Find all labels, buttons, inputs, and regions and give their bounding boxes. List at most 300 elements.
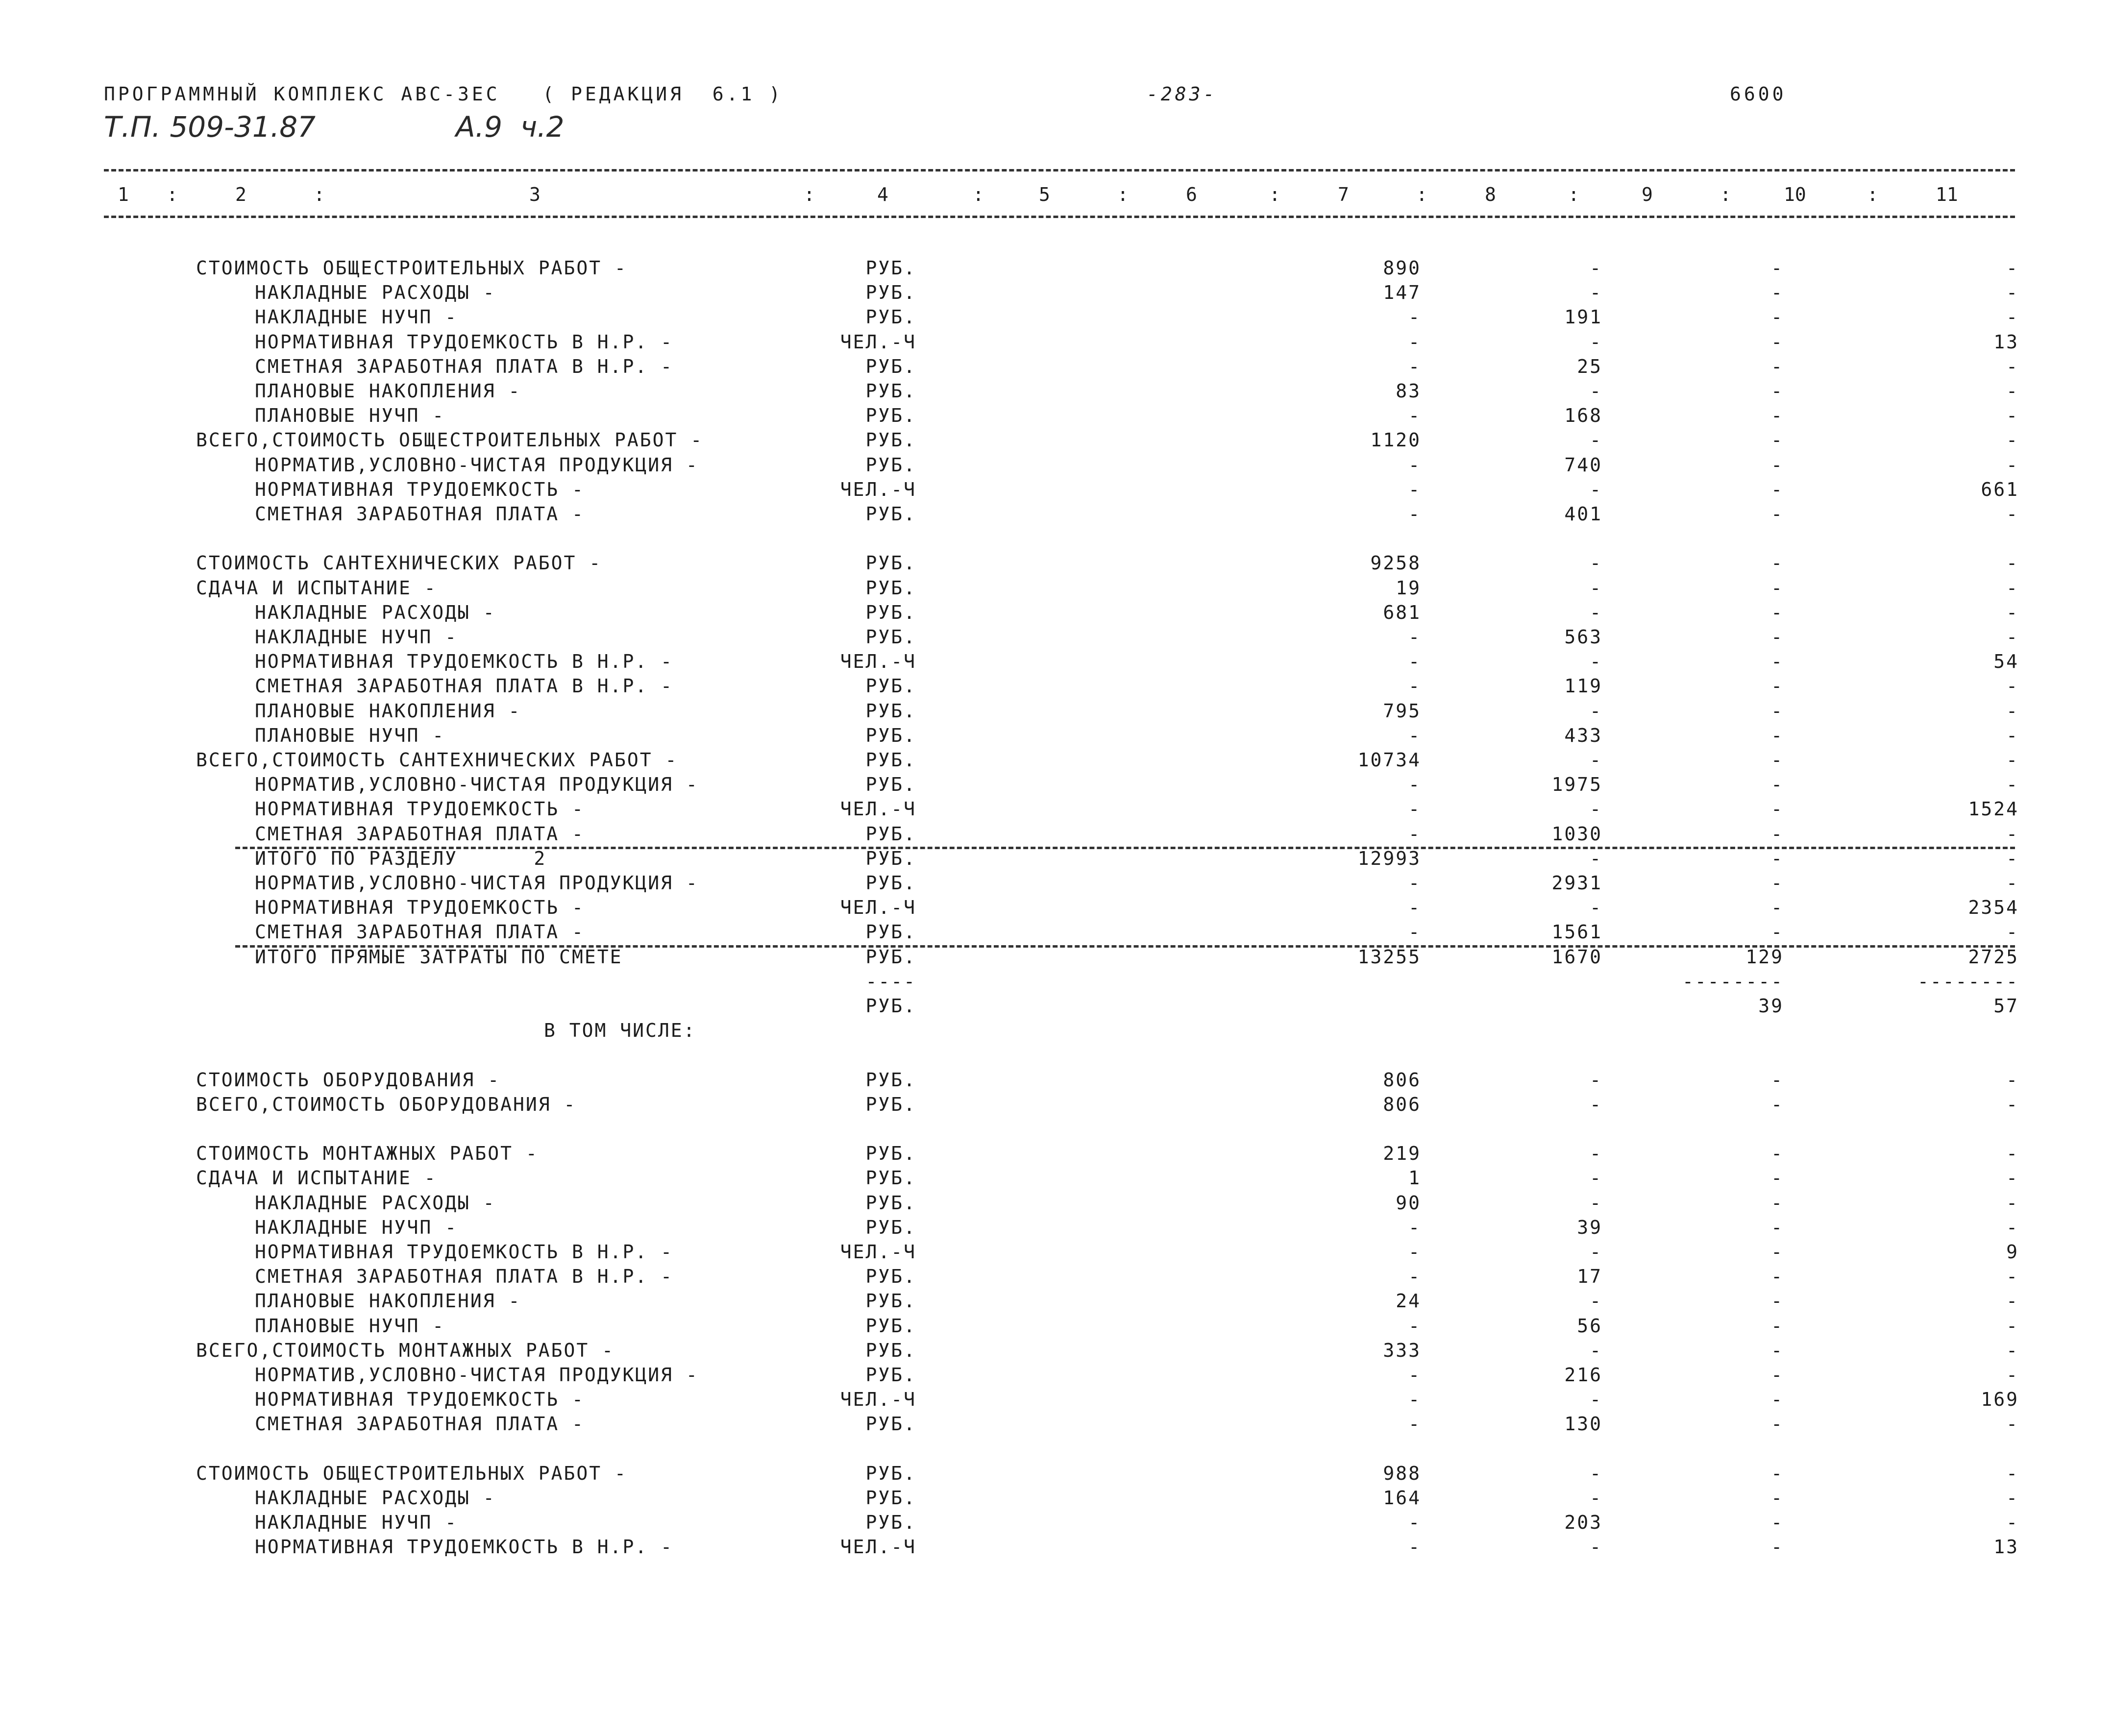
table-row (0, 848, 2113, 872)
row-name: ПЛАНОВЫЕ НАКОПЛЕНИЯ - (255, 700, 521, 722)
column-separator: : (167, 184, 178, 205)
row-col11: 13 (1993, 1536, 2019, 1558)
table-row (0, 503, 2113, 528)
row-col7: 1120 (1370, 429, 1421, 451)
row-name: ПЛАНОВЫЕ НУЧП - (255, 1315, 445, 1337)
row-name: НОРМАТИВНАЯ ТРУДОЕМКОСТЬ - (255, 897, 585, 919)
column-number: 9 (1642, 184, 1653, 205)
table-row (0, 257, 2113, 282)
table-row (0, 1241, 2113, 1266)
row-col7: - (1408, 651, 1421, 673)
row-col9: - (1771, 1290, 1784, 1312)
row-col11: - (2006, 552, 2019, 574)
row-col7: - (1408, 823, 1421, 845)
row-name: СТОИМОСТЬ ОБЩЕСТРОИТЕЛЬНЫХ РАБОТ - (196, 1462, 627, 1484)
row-col7: - (1408, 306, 1421, 328)
row-col9: - (1771, 626, 1784, 648)
row-col11: - (2006, 823, 2019, 845)
row-name: НОРМАТИВНАЯ ТРУДОЕМКОСТЬ В Н.Р. - (255, 651, 673, 673)
row-col8: - (1590, 1339, 1602, 1361)
page-number: -283- (1147, 83, 1218, 105)
table-row (0, 282, 2113, 306)
table-row (0, 602, 2113, 626)
table-row (0, 798, 2113, 823)
row-col11: - (2006, 1143, 2019, 1165)
table-row (0, 1463, 2113, 1487)
row-name: НАКЛАДНЫЕ НУЧП - (255, 1512, 458, 1534)
column-separator: : (1269, 184, 1280, 205)
row-unit: ЧЕЛ.-Ч (840, 478, 916, 500)
row-col8: 563 (1564, 626, 1602, 648)
row-col9: - (1771, 454, 1784, 476)
row-col7: - (1408, 774, 1421, 796)
row-col8: 740 (1564, 454, 1602, 476)
row-col7: - (1408, 331, 1421, 353)
row-name: НОРМАТИВНАЯ ТРУДОЕМКОСТЬ В Н.Р. - (255, 1536, 673, 1558)
row-name: ПЛАНОВЫЕ НУЧП - (255, 405, 445, 427)
row-col11: - (2006, 1290, 2019, 1312)
row-unit: РУБ. (865, 1315, 916, 1337)
row-col9: - (1771, 1241, 1784, 1263)
row-col7: - (1408, 1389, 1421, 1411)
column-separator: : (1867, 184, 1878, 205)
row-name: НАКЛАДНЫЕ РАСХОДЫ - (255, 282, 496, 304)
row-col11: - (2006, 675, 2019, 697)
row-name: ВСЕГО,СТОИМОСТЬ ОБЩЕСТРОИТЕЛЬНЫХ РАБОТ - (196, 429, 704, 451)
row-col8: - (1590, 1143, 1602, 1165)
row-name: НАКЛАДНЫЕ РАСХОДЫ - (255, 1487, 496, 1509)
row-unit: РУБ. (865, 380, 916, 402)
row-col8: 39 (1577, 1216, 1602, 1238)
row-col11: - (2006, 921, 2019, 943)
row-col11: - (2006, 601, 2019, 623)
row-col11: - (2006, 1487, 2019, 1509)
row-col9: - (1771, 1364, 1784, 1386)
table-row (0, 700, 2113, 725)
row-name: СТОИМОСТЬ МОНТАЖНЫХ РАБОТ - (196, 1143, 539, 1165)
row-col9: - (1771, 700, 1784, 722)
table-row (0, 577, 2113, 602)
row-col7: 806 (1383, 1093, 1421, 1115)
row-name: ИТОГО ПО РАЗДЕЛУ 2 (255, 847, 547, 869)
row-col7: 13255 (1357, 946, 1421, 968)
row-col9: - (1771, 847, 1784, 869)
row-col8: - (1590, 282, 1602, 304)
row-col7: 795 (1383, 700, 1421, 722)
row-col8: - (1590, 798, 1602, 820)
row-col9: - (1771, 1192, 1784, 1214)
row-col7: 90 (1396, 1192, 1421, 1214)
row-name: НОРМАТИВНАЯ ТРУДОЕМКОСТЬ - (255, 478, 585, 500)
row-col8: - (1590, 749, 1602, 771)
row-col11: - (2006, 503, 2019, 525)
row-unit: РУБ. (865, 1216, 916, 1238)
row-col11: -------- (1917, 970, 2019, 992)
row-unit: ЧЕЛ.-Ч (840, 897, 916, 919)
row-col7: 681 (1383, 601, 1421, 623)
row-col9: - (1771, 577, 1784, 599)
column-separator: : (1568, 184, 1579, 205)
table-row (0, 552, 2113, 577)
row-col7: 806 (1383, 1069, 1421, 1091)
row-col7: 333 (1383, 1339, 1421, 1361)
table-row (0, 380, 2113, 405)
row-name: СТОИМОСТЬ ОБЩЕСТРОИТЕЛЬНЫХ РАБОТ - (196, 257, 627, 279)
table-row (0, 749, 2113, 774)
row-col11: - (2006, 1266, 2019, 1288)
row-col8: - (1590, 1290, 1602, 1312)
table-row (0, 356, 2113, 380)
row-name: НОРМАТИВНАЯ ТРУДОЕМКОСТЬ - (255, 1389, 585, 1411)
row-unit: РУБ. (865, 1192, 916, 1214)
row-name: НОРМАТИВ,УСЛОВНО-ЧИСТАЯ ПРОДУКЦИЯ - (255, 454, 699, 476)
row-col7: 10734 (1357, 749, 1421, 771)
row-col11: 1524 (1968, 798, 2019, 820)
row-col9: - (1771, 1389, 1784, 1411)
row-unit: ЧЕЛ.-Ч (840, 798, 916, 820)
table-row (0, 774, 2113, 798)
row-col11: - (2006, 724, 2019, 746)
row-col8: - (1590, 478, 1602, 500)
row-col8: 1030 (1551, 823, 1602, 845)
row-col9: - (1771, 601, 1784, 623)
table-row (0, 1069, 2113, 1094)
row-name: СМЕТНАЯ ЗАРАБОТНАЯ ПЛАТА В Н.Р. - (255, 355, 673, 377)
row-col9: - (1771, 429, 1784, 451)
row-name: СДАЧА И ИСПЫТАНИЕ - (196, 577, 437, 599)
row-col8: - (1590, 847, 1602, 869)
row-name: СДАЧА И ИСПЫТАНИЕ - (196, 1167, 437, 1189)
row-name: ИТОГО ПРЯМЫЕ ЗАТРАТЫ ПО СМЕТЕ (255, 946, 623, 968)
row-col9: - (1771, 774, 1784, 796)
row-name: НОРМАТИВ,УСЛОВНО-ЧИСТАЯ ПРОДУКЦИЯ - (255, 872, 699, 894)
row-col8: - (1590, 257, 1602, 279)
table-row (0, 1413, 2113, 1438)
column-number: 1 (118, 184, 129, 205)
handwritten-album-part: А.9 ч.2 (456, 110, 565, 144)
row-col11: - (2006, 405, 2019, 427)
row-col8: 56 (1577, 1315, 1602, 1337)
row-col7: - (1408, 1536, 1421, 1558)
row-col7: - (1408, 675, 1421, 697)
row-name: НОРМАТИВНАЯ ТРУДОЕМКОСТЬ В Н.Р. - (255, 1241, 673, 1263)
table-row (0, 1290, 2113, 1315)
row-col11: - (2006, 872, 2019, 894)
table-row (0, 405, 2113, 429)
column-separator: : (1720, 184, 1731, 205)
row-name: СТОИМОСТЬ ОБОРУДОВАНИЯ - (196, 1069, 501, 1091)
row-col8: - (1590, 1241, 1602, 1263)
row-name: НОРМАТИВ,УСЛОВНО-ЧИСТАЯ ПРОДУКЦИЯ - (255, 774, 699, 796)
row-name: СМЕТНАЯ ЗАРАБОТНАЯ ПЛАТА В Н.Р. - (255, 1266, 673, 1288)
row-unit: РУБ. (865, 1339, 916, 1361)
row-name: НОРМАТИВНАЯ ТРУДОЕМКОСТЬ - (255, 798, 585, 820)
table-row (0, 1167, 2113, 1192)
row-col8: 25 (1577, 355, 1602, 377)
row-unit: ЧЕЛ.-Ч (840, 331, 916, 353)
row-col8: 17 (1577, 1266, 1602, 1288)
row-col9: - (1771, 380, 1784, 402)
row-col7: - (1408, 921, 1421, 943)
table-row (0, 872, 2113, 897)
row-col8: - (1590, 700, 1602, 722)
row-col9: - (1771, 552, 1784, 574)
row-col11: - (2006, 1192, 2019, 1214)
row-unit: РУБ. (865, 355, 916, 377)
row-col11: - (2006, 700, 2019, 722)
handwritten-project-number: Т.П. 509-31.87 (104, 110, 316, 144)
row-unit: РУБ. (865, 282, 916, 304)
row-col7: 147 (1383, 282, 1421, 304)
row-name: НАКЛАДНЫЕ НУЧП - (255, 306, 458, 328)
row-col11: - (2006, 577, 2019, 599)
document-code: 6600 (1730, 83, 1787, 105)
row-col11: - (2006, 1339, 2019, 1361)
row-unit: РУБ. (865, 306, 916, 328)
row-col8: 1561 (1551, 921, 1602, 943)
table-row (0, 1364, 2113, 1389)
row-name: СМЕТНАЯ ЗАРАБОТНАЯ ПЛАТА - (255, 823, 585, 845)
row-col8: - (1590, 601, 1602, 623)
row-col11: - (2006, 1364, 2019, 1386)
row-unit: РУБ. (865, 921, 916, 943)
row-col9: - (1771, 1512, 1784, 1534)
table-row (0, 1487, 2113, 1512)
row-col9: - (1771, 405, 1784, 427)
row-col11: - (2006, 380, 2019, 402)
row-col7: 12993 (1357, 847, 1421, 869)
table-row (0, 306, 2113, 331)
row-col11: 9 (2006, 1241, 2019, 1263)
row-col7: - (1408, 454, 1421, 476)
row-unit: РУБ. (865, 995, 916, 1017)
row-col9: - (1771, 503, 1784, 525)
row-unit: РУБ. (865, 946, 916, 968)
row-col9: - (1771, 897, 1784, 919)
row-unit: РУБ. (865, 823, 916, 845)
table-row (0, 1340, 2113, 1364)
row-col11: - (2006, 429, 2019, 451)
row-col8: - (1590, 1167, 1602, 1189)
row-col9: - (1771, 282, 1784, 304)
row-unit: РУБ. (865, 1266, 916, 1288)
row-col8: 401 (1564, 503, 1602, 525)
column-separator: : (1117, 184, 1129, 205)
row-col11: - (2006, 1167, 2019, 1189)
row-unit: ЧЕЛ.-Ч (840, 1241, 916, 1263)
row-unit: РУБ. (865, 626, 916, 648)
row-col9: - (1771, 872, 1784, 894)
row-name: ПЛАНОВЫЕ НУЧП - (255, 724, 445, 746)
column-number: 8 (1485, 184, 1496, 205)
row-unit: РУБ. (865, 724, 916, 746)
row-col8: - (1590, 1389, 1602, 1411)
row-col11: - (2006, 1216, 2019, 1238)
row-col8: 2931 (1551, 872, 1602, 894)
column-separator: : (1416, 184, 1427, 205)
column-number: 6 (1186, 184, 1197, 205)
row-name: СМЕТНАЯ ЗАРАБОТНАЯ ПЛАТА В Н.Р. - (255, 675, 673, 697)
program-header: ПРОГРАММНЫЙ КОМПЛЕКС АВС-3ЕС ( РЕДАКЦИЯ 6.1 ) (104, 83, 784, 105)
row-unit: РУБ. (865, 774, 916, 796)
row-col11: - (2006, 306, 2019, 328)
header-rule (104, 216, 2015, 218)
row-unit: РУБ. (865, 503, 916, 525)
row-col7: - (1408, 405, 1421, 427)
table-row (0, 1094, 2113, 1118)
row-col11: 661 (1981, 478, 2019, 500)
row-unit: РУБ. (865, 552, 916, 574)
row-col11: - (2006, 1462, 2019, 1484)
row-col7: - (1408, 1413, 1421, 1435)
column-number: 11 (1936, 184, 1958, 205)
row-col8: - (1590, 552, 1602, 574)
row-col9: - (1771, 1266, 1784, 1288)
table-row (0, 675, 2113, 700)
row-unit: РУБ. (865, 577, 916, 599)
row-col7: 988 (1383, 1462, 1421, 1484)
table-row (0, 897, 2113, 921)
row-unit: ЧЕЛ.-Ч (840, 1389, 916, 1411)
table-row (0, 971, 2113, 995)
row-col11: - (2006, 749, 2019, 771)
table-row (0, 626, 2113, 651)
table-row (0, 1536, 2113, 1561)
row-unit: РУБ. (865, 700, 916, 722)
table-row (0, 1143, 2113, 1167)
row-name: СТОИМОСТЬ САНТЕХНИЧЕСКИХ РАБОТ - (196, 552, 602, 574)
row-col8: 216 (1564, 1364, 1602, 1386)
row-col11: - (2006, 1512, 2019, 1534)
row-col8: 433 (1564, 724, 1602, 746)
row-col11: 2354 (1968, 897, 2019, 919)
row-col7: - (1408, 626, 1421, 648)
row-col9: - (1771, 921, 1784, 943)
row-unit: РУБ. (865, 454, 916, 476)
row-col8: 191 (1564, 306, 1602, 328)
row-col11: - (2006, 1093, 2019, 1115)
row-name: ПЛАНОВЫЕ НАКОПЛЕНИЯ - (255, 1290, 521, 1312)
row-col7: - (1408, 355, 1421, 377)
column-number: 7 (1338, 184, 1349, 205)
row-col11: - (2006, 282, 2019, 304)
table-row (0, 1020, 2113, 1044)
table-row (0, 1192, 2113, 1217)
row-col7: - (1408, 1266, 1421, 1288)
table-row (0, 1512, 2113, 1536)
column-separator: : (973, 184, 984, 205)
row-name: СМЕТНАЯ ЗАРАБОТНАЯ ПЛАТА - (255, 503, 585, 525)
row-unit: РУБ. (865, 1143, 916, 1165)
table-row (0, 429, 2113, 454)
row-col9: - (1771, 257, 1784, 279)
row-col9: - (1771, 355, 1784, 377)
row-col9: - (1771, 306, 1784, 328)
table-row (0, 331, 2113, 356)
row-col11: 13 (1993, 331, 2019, 353)
row-col9: - (1771, 798, 1784, 820)
row-unit: РУБ. (865, 1290, 916, 1312)
row-col8: - (1590, 1093, 1602, 1115)
row-col8: - (1590, 1536, 1602, 1558)
row-name: НАКЛАДНЫЕ НУЧП - (255, 626, 458, 648)
row-name: НАКЛАДНЫЕ РАСХОДЫ - (255, 1192, 496, 1214)
row-unit: РУБ. (865, 405, 916, 427)
row-col8: 130 (1564, 1413, 1602, 1435)
row-name: ВСЕГО,СТОИМОСТЬ САНТЕХНИЧЕСКИХ РАБОТ - (196, 749, 678, 771)
row-col7: 164 (1383, 1487, 1421, 1509)
column-separator: : (314, 184, 325, 205)
table-row (0, 1315, 2113, 1340)
row-col8: - (1590, 429, 1602, 451)
row-col8: - (1590, 380, 1602, 402)
row-col9: - (1771, 1487, 1784, 1509)
row-col9: - (1771, 1339, 1784, 1361)
row-col8: - (1590, 1462, 1602, 1484)
row-unit: РУБ. (865, 675, 916, 697)
row-col7: - (1408, 724, 1421, 746)
table-row (0, 823, 2113, 848)
column-number: 2 (235, 184, 246, 205)
row-col11: - (2006, 774, 2019, 796)
row-col8: - (1590, 577, 1602, 599)
row-col8: - (1590, 651, 1602, 673)
table-row (0, 1217, 2113, 1241)
row-unit: РУБ. (865, 1364, 916, 1386)
table-row (0, 454, 2113, 479)
row-name: НОРМАТИВ,УСЛОВНО-ЧИСТАЯ ПРОДУКЦИЯ - (255, 1364, 699, 1386)
row-col7: - (1408, 503, 1421, 525)
row-col9: 129 (1745, 946, 1784, 968)
row-name: ВСЕГО,СТОИМОСТЬ ОБОРУДОВАНИЯ - (196, 1093, 577, 1115)
row-col7: 9258 (1370, 552, 1421, 574)
row-col11: - (2006, 355, 2019, 377)
row-col11: - (2006, 454, 2019, 476)
table-row (0, 479, 2113, 503)
row-unit: ЧЕЛ.-Ч (840, 651, 916, 673)
row-col9: - (1771, 1216, 1784, 1238)
row-name: СМЕТНАЯ ЗАРАБОТНАЯ ПЛАТА - (255, 921, 585, 943)
row-unit: РУБ. (865, 872, 916, 894)
row-col11: - (2006, 257, 2019, 279)
row-col11: - (2006, 847, 2019, 869)
row-unit: РУБ. (865, 1413, 916, 1435)
row-col9: - (1771, 1093, 1784, 1115)
row-col7: - (1408, 872, 1421, 894)
row-col11: - (2006, 626, 2019, 648)
row-col9: - (1771, 823, 1784, 845)
row-col11: - (2006, 1315, 2019, 1337)
row-col8: 168 (1564, 405, 1602, 427)
row-col8: - (1590, 1487, 1602, 1509)
row-unit: РУБ. (865, 847, 916, 869)
row-col9: - (1771, 749, 1784, 771)
row-col8: - (1590, 897, 1602, 919)
column-number: 3 (529, 184, 541, 205)
row-col9: - (1771, 1167, 1784, 1189)
row-col8: - (1590, 331, 1602, 353)
row-col8: - (1590, 1069, 1602, 1091)
row-col7: 83 (1396, 380, 1421, 402)
row-col11: 57 (1993, 995, 2019, 1017)
row-col7: - (1408, 1364, 1421, 1386)
row-unit: РУБ. (865, 1512, 916, 1534)
row-col9: - (1771, 1413, 1784, 1435)
table-row (0, 725, 2113, 749)
row-col7: - (1408, 1315, 1421, 1337)
row-unit: РУБ. (865, 1462, 916, 1484)
row-col9: - (1771, 675, 1784, 697)
